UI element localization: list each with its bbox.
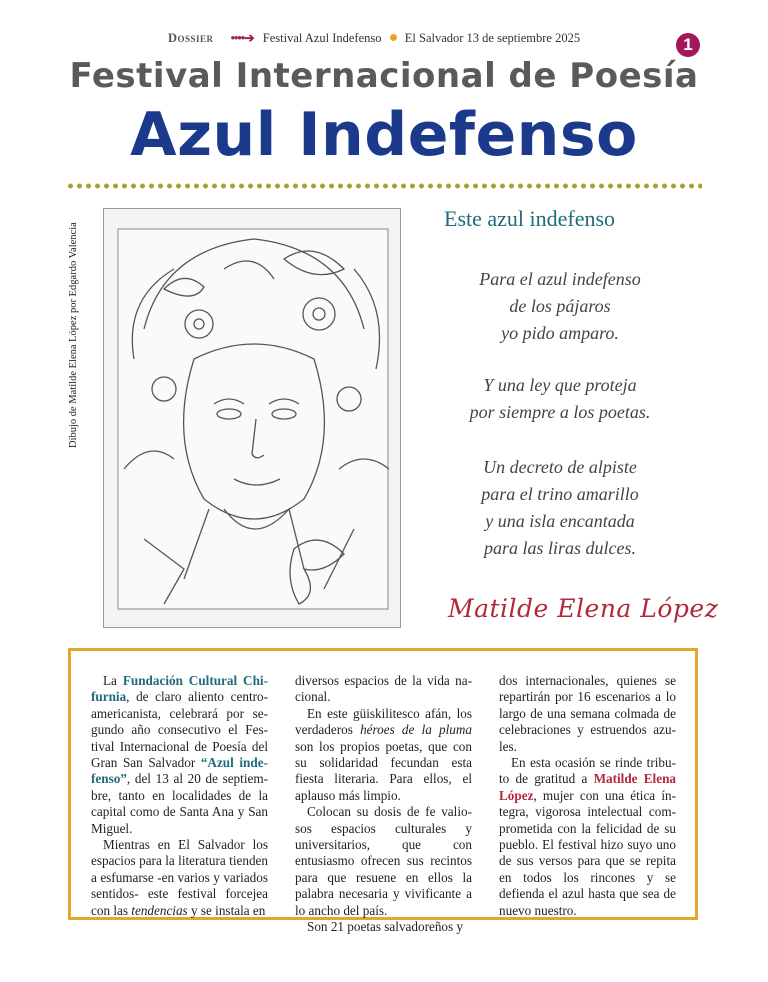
title-line-1: Festival Internacional de Poesía bbox=[69, 56, 699, 96]
dotted-divider bbox=[66, 183, 702, 189]
foundation-name: Fundación Cultural Chifurnia bbox=[91, 673, 268, 705]
running-header bbox=[168, 30, 580, 46]
title-line-2: Azul Indefenso bbox=[130, 100, 638, 170]
paragraph: Colocan su dosis de fe valiosos espacios culturales y universitarios, que con entusiasmo ofrecen sus recintos para que resuene en ellos la palabra necesaria y vivificante a lo ancho del país. bbox=[295, 804, 472, 918]
poem-line: de los pájaros bbox=[509, 296, 611, 316]
page-number-badge: 1 bbox=[676, 33, 700, 57]
article-column-3 bbox=[499, 673, 676, 919]
paragraph: En este güiskilitesco afán, los verdaderos héroes de la pluma son los propios poetas, que con su solidaridad fecundan esta fiesta literaria. Para ellos, el aplauso más limpio. bbox=[295, 705, 473, 803]
paragraph: Son 21 poetas salvadoreños y bbox=[307, 919, 464, 935]
poem-title: Este azul indefenso bbox=[444, 206, 616, 231]
article-box bbox=[68, 648, 698, 935]
poet-signature: Matilde Elena López bbox=[448, 594, 719, 623]
poem-line: yo pido amparo. bbox=[501, 323, 619, 343]
poem-line: para el trino amarillo bbox=[481, 484, 639, 504]
honoree-name: Matilde Elena López bbox=[499, 771, 676, 803]
paragraph: La Fundación Cultural Chifurnia, de claro aliento centroamericanista, celebrará por segundo año consecutivo el Festival Internacional de Poesía del Gran San Salvador “Azul indefenso”, del 13 al 20 de septiembre, tanto en localidades de la capital como de Santa Ana y San Miguel. bbox=[91, 673, 268, 836]
poem-line: por siempre a los poetas. bbox=[469, 402, 651, 422]
article-column-1 bbox=[91, 673, 268, 919]
paragraph: diversos espacios de la vida nacional. bbox=[295, 673, 472, 705]
bullet-dot-icon bbox=[390, 34, 397, 41]
poem-line: Para el azul indefenso bbox=[479, 269, 641, 289]
paragraph: En esta ocasión se rinde tributo de gratitud a Matilde Elena López, mujer con una ética íntegra, vigorosa intelectual comprometida con la felicidad de su pueblo. El festival hizo suyo uno de sus versos para que se repita en todos los rincones y se defienda el azul hasta que sea de nuevo nuestro. bbox=[499, 755, 676, 918]
poem-line: y una isla encantada bbox=[485, 511, 635, 531]
section-label: Dossier bbox=[168, 31, 214, 45]
illustration-credit: Dibujo de Matilde Elena López por Edgardo Valencia bbox=[68, 222, 79, 448]
header-place-date: El Salvador 13 de septiembre 2025 bbox=[404, 31, 581, 45]
poem-line: Y una ley que proteja bbox=[483, 375, 637, 395]
poem-stanza-2 bbox=[430, 372, 690, 426]
poem-stanza-3 bbox=[430, 454, 690, 562]
paragraph: dos internacionales, quienes se repartirán por 16 escenarios a lo largo de una semana colmada de celebraciones y estruendos azules. bbox=[499, 673, 676, 754]
poem-stanza-1 bbox=[430, 266, 690, 347]
paragraph: Mientras en El Salvador los espacios para la literatura tienden a esfumarse -en varios y variados sentidos- este festival forcejea con las tendencias y se instala en bbox=[91, 837, 268, 918]
article-column-2 bbox=[295, 673, 472, 936]
header-festival: Festival Azul Indefenso bbox=[262, 31, 382, 45]
arrow-icon: ••••➔ bbox=[230, 31, 254, 45]
portrait-drawing-icon bbox=[104, 209, 400, 627]
portrait-drawing bbox=[103, 208, 401, 628]
festival-name: “Azul indefenso” bbox=[91, 755, 268, 787]
poem-line: para las liras dulces. bbox=[483, 538, 636, 558]
poem-line: Un decreto de alpiste bbox=[483, 457, 637, 477]
